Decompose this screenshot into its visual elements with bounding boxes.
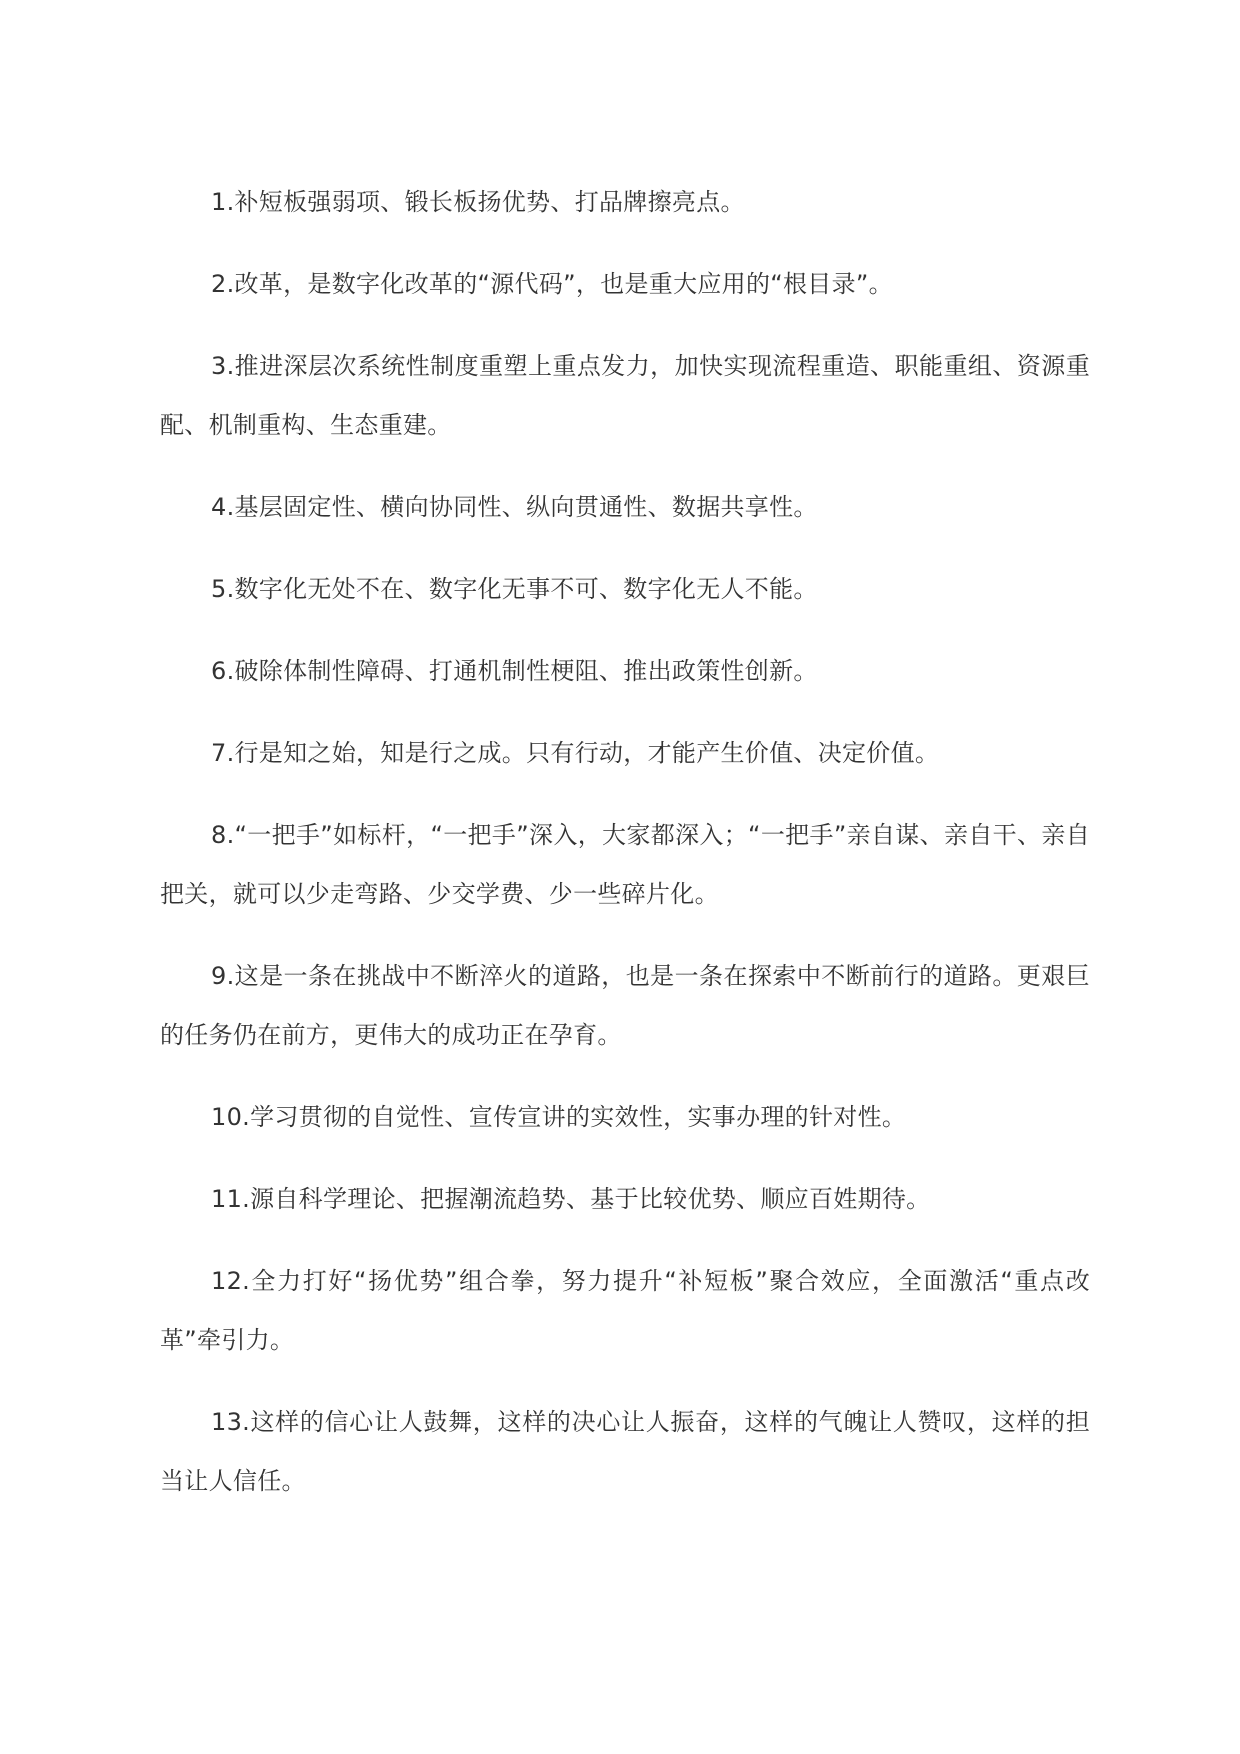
paragraph-5: 5.数字化无处不在、数字化无事不可、数字化无人不能。 — [211, 575, 818, 603]
paragraph-3: 3.推进深层次系统性制度重塑上重点发力，加快实现流程重造、职能重组、资源重配、机制重构、生态重建。 — [160, 352, 1090, 439]
paragraph-10: 10.学习贯彻的自觉性、宣传宣讲的实效性，实事办理的针对性。 — [211, 1103, 907, 1131]
paragraph-6: 6.破除体制性障碍、打通机制性梗阻、推出政策性创新。 — [211, 657, 818, 685]
paragraph-9: 9.这是一条在挑战中不断淬火的道路，也是一条在探索中不断前行的道路。更艰巨的任务仍在前方，更伟大的成功正在孕育。 — [160, 962, 1090, 1049]
paragraph-8: 8.“一把手”如标杆，“一把手”深入，大家都深入；“一把手”亲自谋、亲自干、亲自把关，就可以少走弯路、少交学费、少一些碎片化。 — [160, 821, 1090, 908]
document-body — [160, 173, 1090, 1534]
paragraph-13: 13.这样的信心让人鼓舞，这样的决心让人振奋，这样的气魄让人赞叹，这样的担当让人信任。 — [160, 1408, 1090, 1495]
paragraph-4: 4.基层固定性、横向协同性、纵向贯通性、数据共享性。 — [211, 493, 818, 521]
paragraph-2: 2.改革，是数字化改革的“源代码”，也是重大应用的“根目录”。 — [211, 270, 893, 298]
paragraph-1: 1.补短板强弱项、锻长板扬优势、打品牌擦亮点。 — [211, 188, 745, 216]
paragraph-11: 11.源自科学理论、把握潮流趋势、基于比较优势、顺应百姓期待。 — [211, 1185, 931, 1213]
paragraph-12: 12.全力打好“扬优势”组合拳，努力提升“补短板”聚合效应，全面激活“重点改革”牵引力。 — [160, 1267, 1090, 1354]
paragraph-7: 7.行是知之始，知是行之成。只有行动，才能产生价值、决定价值。 — [211, 739, 940, 767]
